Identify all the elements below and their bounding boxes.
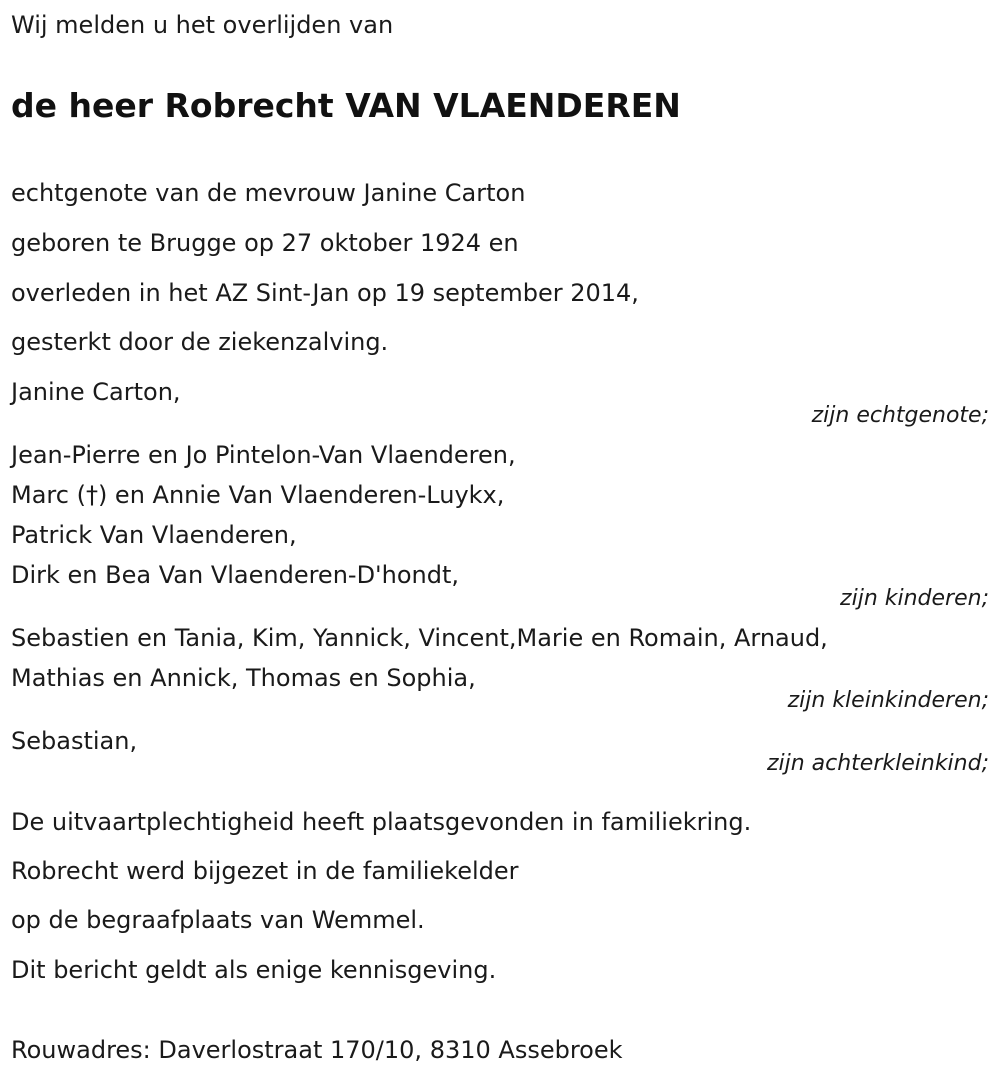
closing-line: op de begraafplaats van Wemmel. <box>11 906 425 934</box>
intro-text: Wij melden u het overlijden van <box>11 11 394 39</box>
grandchild-line: Sebastien en Tania, Kim, Yannick, Vincent,Marie en Romain, Arnaud, <box>11 624 828 652</box>
grandchildren-role: zijn kleinkinderen; <box>787 688 989 713</box>
grandchild-line: Mathias en Annick, Thomas en Sophia, <box>11 664 476 692</box>
child-line: Marc (†) en Annie Van Vlaenderen-Luykx, <box>11 481 505 509</box>
children-role: zijn kinderen; <box>840 586 989 611</box>
deceased-name: de heer Robrecht VAN VLAENDEREN <box>11 86 681 125</box>
closing-line: De uitvaartplechtigheid heeft plaatsgevonden in familiekring. <box>11 808 752 836</box>
spouse-role: zijn echtgenote; <box>811 403 989 428</box>
great-grandchild-role: zijn achterkleinkind; <box>766 751 989 776</box>
mourning-address: Rouwadres: Daverlostraat 170/10, 8310 Assebroek <box>11 1036 623 1064</box>
child-line: Jean-Pierre en Jo Pintelon-Van Vlaenderen, <box>11 441 516 469</box>
child-line: Dirk en Bea Van Vlaenderen-D'hondt, <box>11 561 460 589</box>
child-line: Patrick Van Vlaenderen, <box>11 521 297 549</box>
detail-death: overleden in het AZ Sint-Jan op 19 september 2014, <box>11 279 639 307</box>
detail-sacrament: gesterkt door de ziekenzalving. <box>11 328 389 356</box>
closing-line: Robrecht werd bijgezet in de familiekelder <box>11 857 519 885</box>
closing-line: Dit bericht geldt als enige kennisgeving. <box>11 956 497 984</box>
spouse-name: Janine Carton, <box>11 378 181 406</box>
detail-birth: geboren te Brugge op 27 oktober 1924 en <box>11 229 519 257</box>
great-grandchild-name: Sebastian, <box>11 727 138 755</box>
detail-spouse: echtgenote van de mevrouw Janine Carton <box>11 179 526 207</box>
